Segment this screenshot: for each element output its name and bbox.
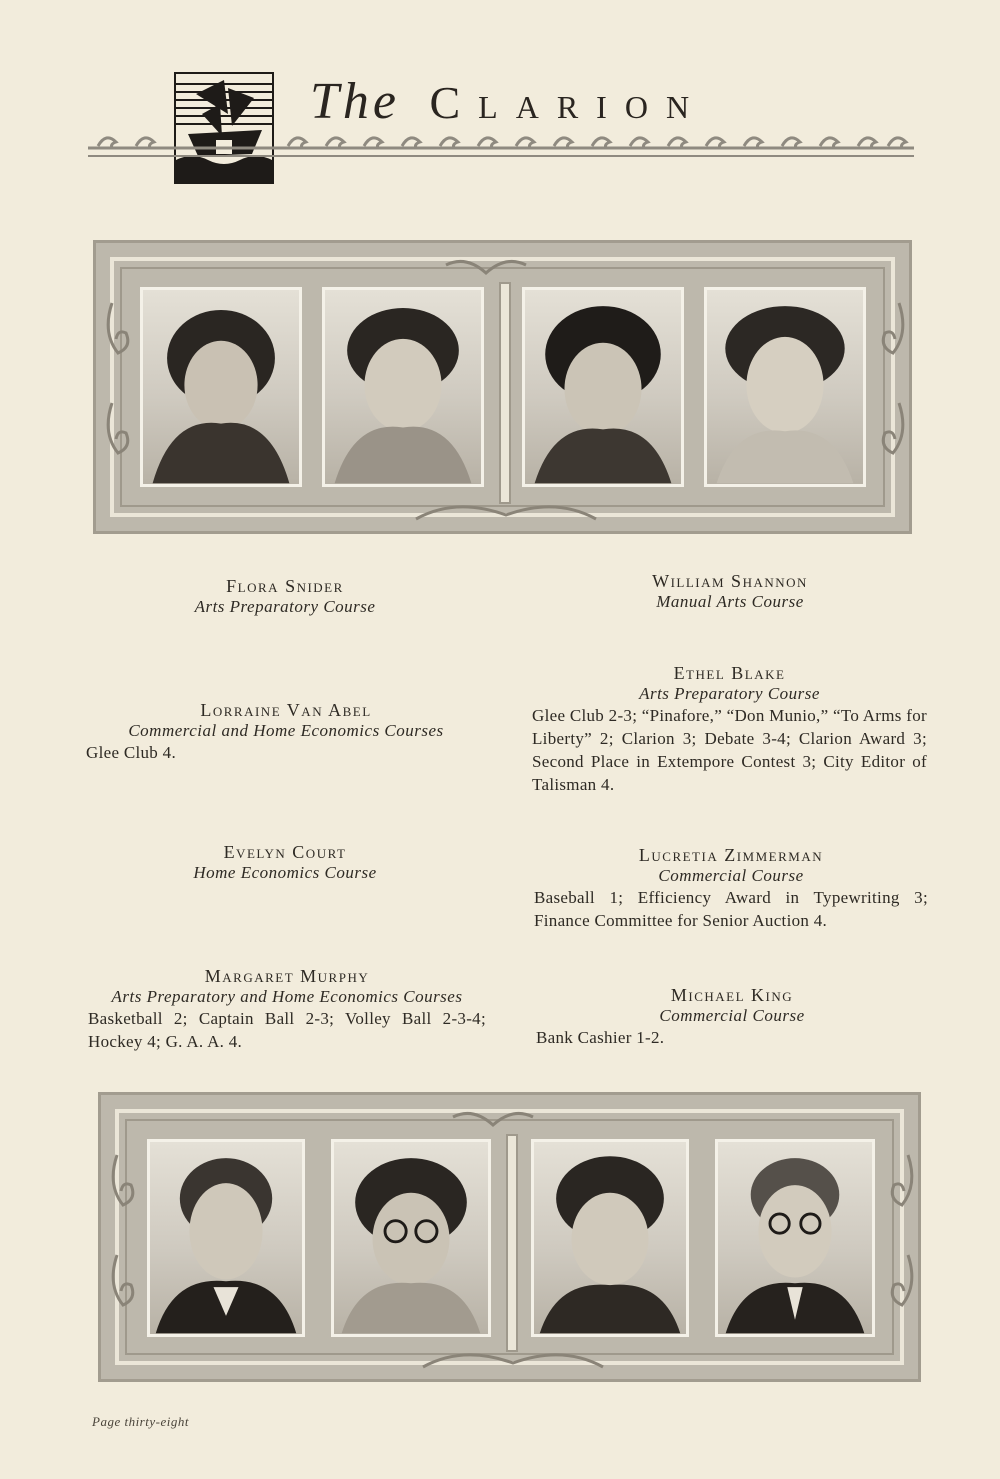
entry-flora-snider: [160, 576, 410, 617]
student-name: Evelyn Court: [223, 842, 347, 862]
student-activities: Baseball 1; Efficiency Award in Typewriting 3; Finance Committee for Senior Auction 4.: [534, 888, 928, 930]
portrait-photo: [140, 287, 302, 487]
student-course: Commercial Course: [659, 1006, 805, 1025]
student-course: Commercial and Home Economics Courses: [128, 721, 444, 740]
portrait-frame-top: [93, 240, 912, 534]
publication-title: [310, 72, 910, 132]
entry-lucretia-zimmerman: [534, 845, 928, 932]
title-script: The: [310, 73, 400, 130]
student-course: Commercial Course: [658, 866, 804, 885]
student-course: Arts Preparatory Course: [194, 597, 376, 616]
student-activities: Bank Cashier 1-2.: [536, 1028, 665, 1047]
wave-border: [88, 126, 914, 162]
entry-ethel-blake: [532, 663, 927, 796]
portrait-photo: [715, 1139, 875, 1337]
student-course: Manual Arts Course: [656, 592, 804, 611]
student-course: Arts Preparatory Course: [639, 684, 820, 703]
portrait-photo: [147, 1139, 305, 1337]
student-course: Arts Preparatory and Home Economics Courses: [111, 987, 463, 1006]
student-name: Michael King: [670, 985, 794, 1005]
portrait-photo: [322, 287, 484, 487]
student-course: Home Economics Course: [193, 863, 377, 882]
entry-michael-king: [536, 985, 928, 1049]
portrait-photo: [531, 1139, 689, 1337]
student-name: Lorraine Van Abel: [200, 700, 372, 720]
title-caps: Clarion: [429, 77, 708, 128]
student-activities: Basketball 2; Captain Ball 2-3; Volley Ball 2-3-4; Hockey 4; G. A. A. 4.: [88, 1009, 486, 1051]
portrait-photo: [331, 1139, 491, 1337]
portrait-frame-bottom: [98, 1092, 921, 1382]
student-name: Margaret Murphy: [204, 966, 370, 986]
student-name: Lucretia Zimmerman: [638, 845, 824, 865]
student-name: William Shannon: [652, 571, 808, 591]
page-number: Page thirty-eight: [92, 1414, 189, 1429]
masthead: [88, 70, 914, 190]
entry-lorraine-van-abel: [86, 700, 486, 764]
entry-william-shannon: [600, 571, 860, 612]
entry-margaret-murphy: [88, 966, 486, 1053]
student-activities: Glee Club 2-3; “Pinafore,” “Don Munio,” “To Arms for Liberty” 2; Clarion 3; Debate 3-4; Clarion Award 3; Second Place in Extempore Contest 3; City Editor of Talisman 4.: [532, 706, 927, 794]
student-name: Flora Snider: [226, 576, 344, 596]
entry-evelyn-court: [160, 842, 410, 883]
portrait-photo: [522, 287, 684, 487]
portrait-photo: [704, 287, 866, 487]
student-name: Ethel Blake: [673, 663, 786, 683]
student-activities: Glee Club 4.: [86, 743, 177, 762]
